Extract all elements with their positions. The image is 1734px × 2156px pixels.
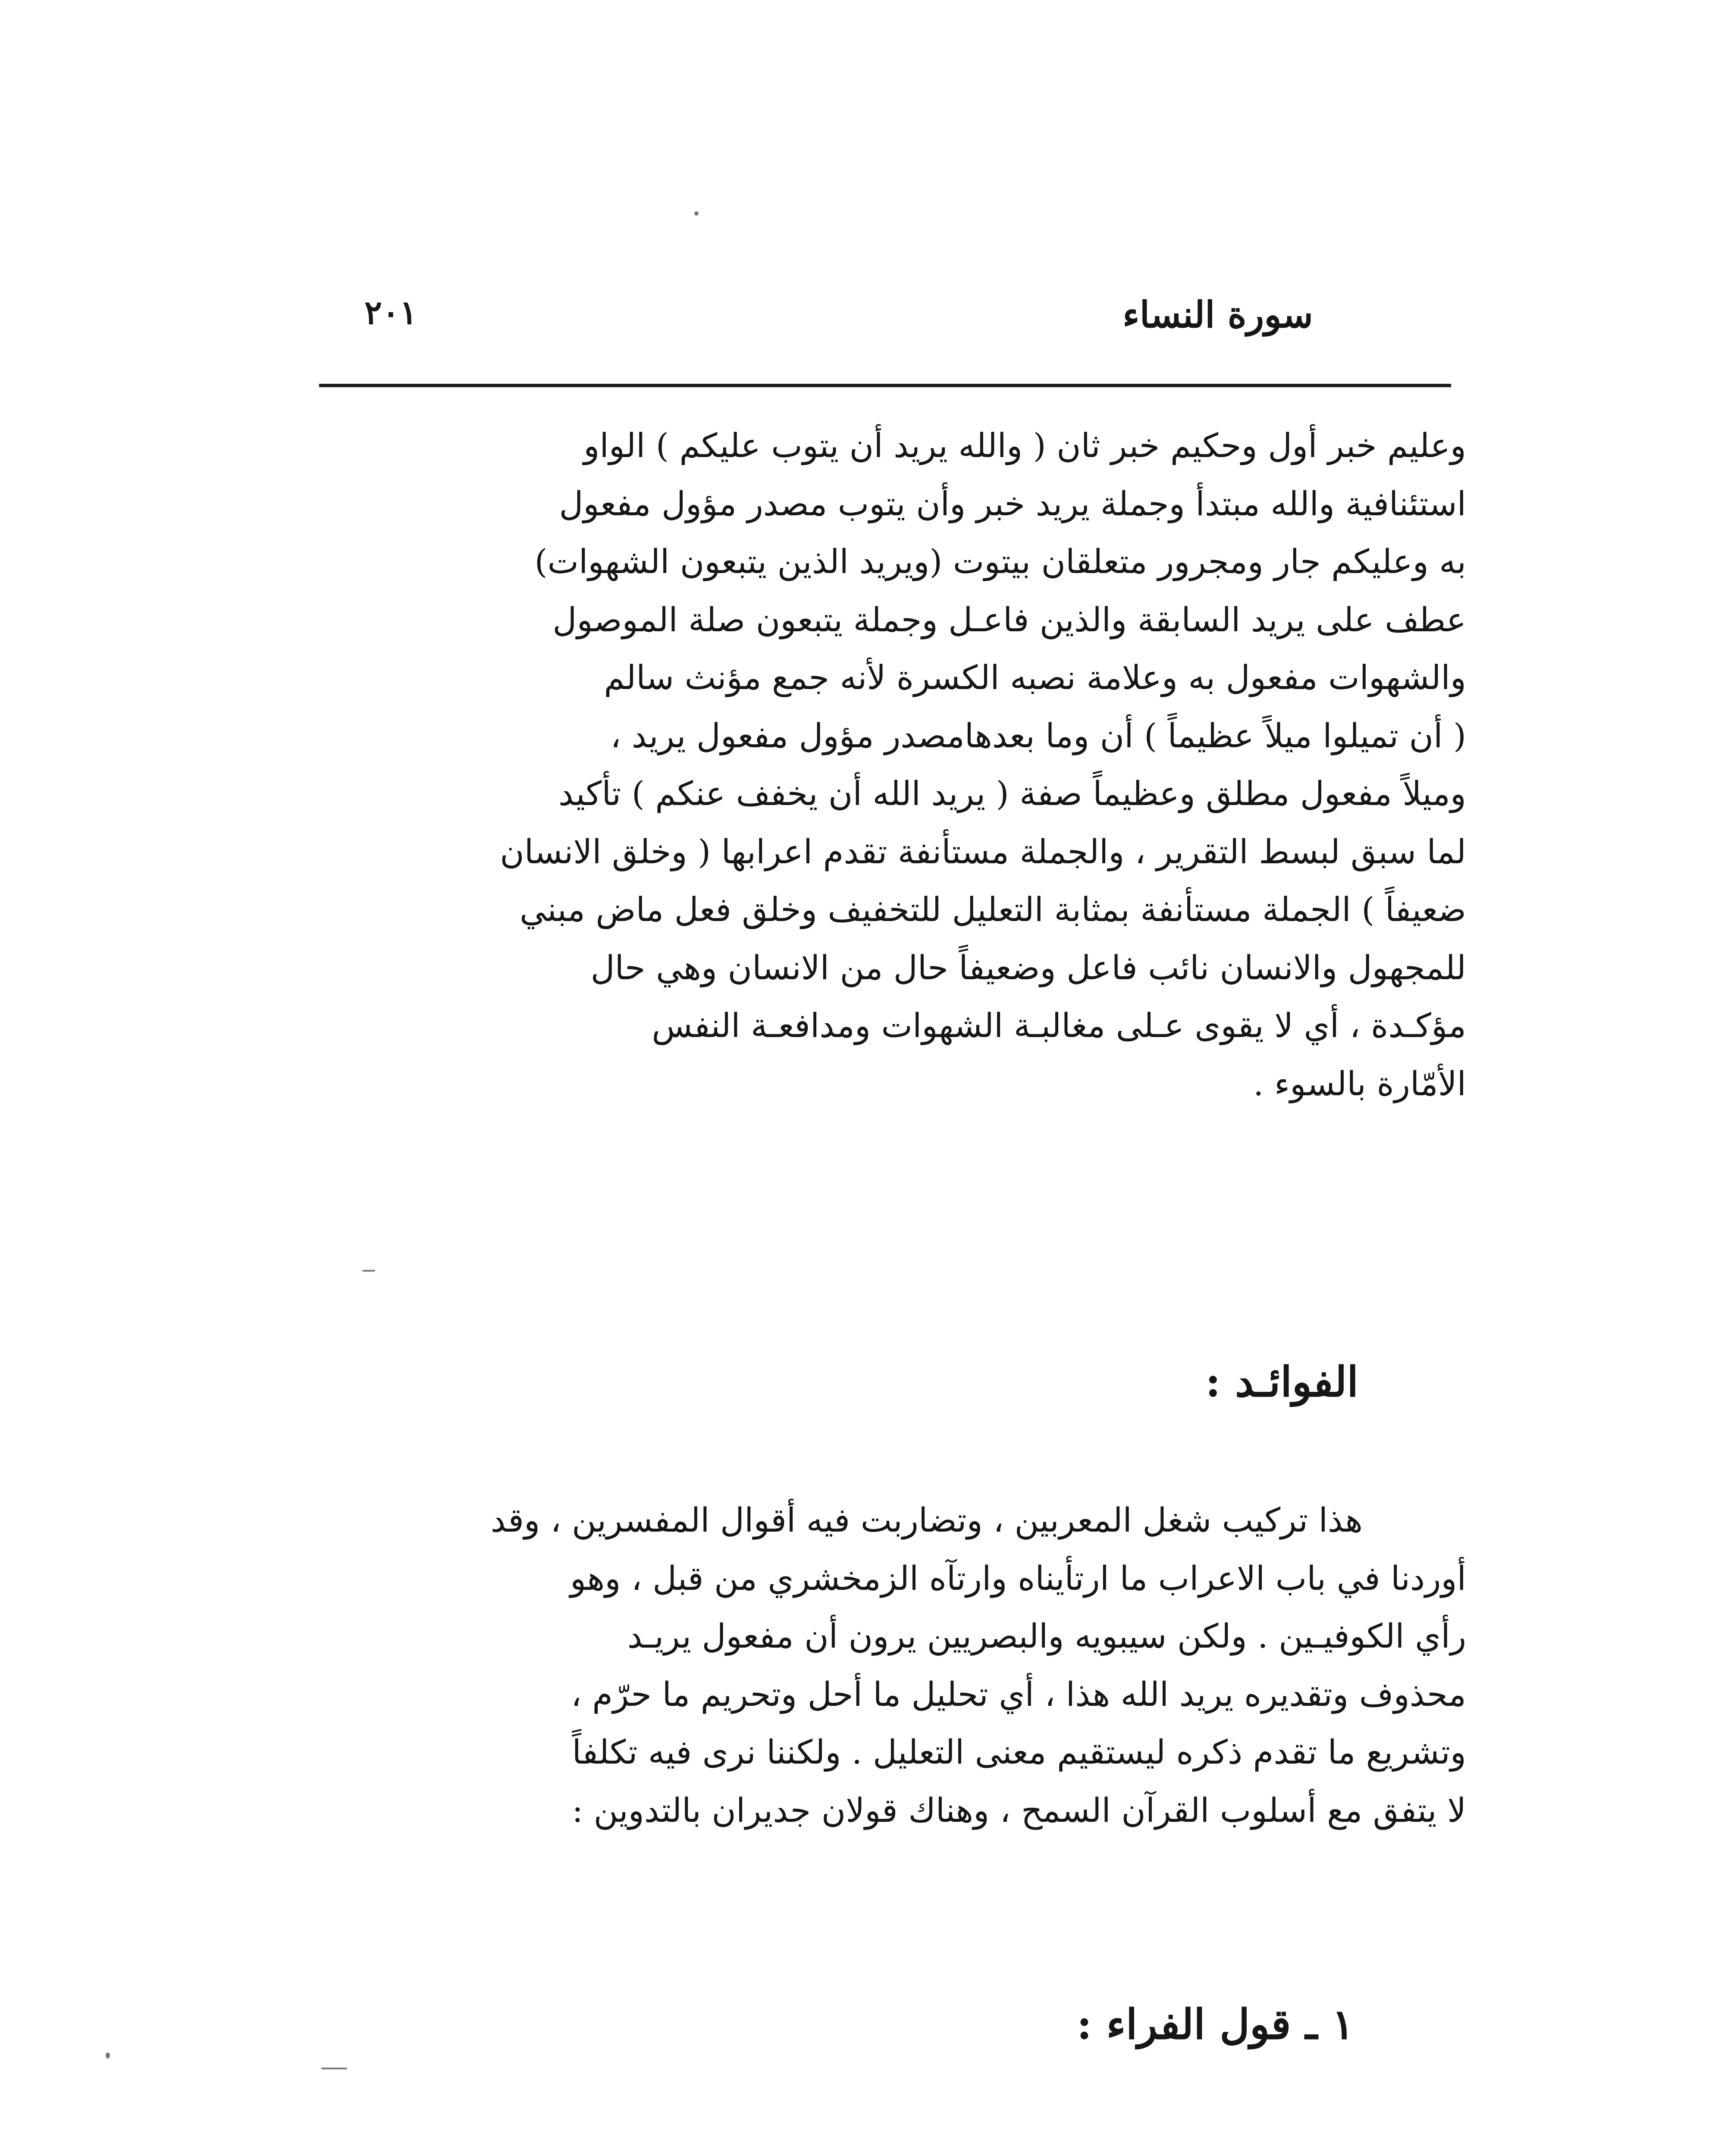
text-line: مؤكـدة ، أي لا يقوى عـلى مغالبـة الشهوات ومدافعـة النفس	[652, 1007, 1466, 1045]
text-line: الأمّارة بالسوء .	[1253, 1065, 1466, 1103]
text-line: هذا تركيب شغل المعربين ، وتضاربت فيه أقوال المفسرين ، وقد	[490, 1501, 1363, 1540]
text-line: وميلاً مفعول مطلق وعظيماً صفة ( يريد الله أن يخفف عنكم ) تأكيد	[558, 775, 1466, 813]
header-rule	[319, 384, 1451, 387]
text-line: ( أن تميلوا ميلاً عظيماً ) أن وما بعدهامصدر مؤول مفعول يريد ،	[610, 717, 1466, 755]
text-line: به وعليكم جار ومجرور متعلقان بيتوت (ويريد الذين يتبعون الشهوات)	[534, 543, 1466, 581]
paragraph-grammar	[302, 417, 1466, 1113]
heading-fawaid: الفوائـد :	[1205, 1357, 1358, 1406]
text-line: لما سبق لبسط التقرير ، والجملة مستأنفة تقدم اعرابها ( وخلق الانسان	[500, 833, 1466, 871]
paragraph-fawaid	[302, 1492, 1466, 1840]
text-line: ضعيفاً ) الجملة مستأنفة بمثابة التعليل للتخفيف وخلق فعل ماض مبني	[520, 891, 1466, 929]
text-line: للمجهول والانسان نائب فاعل وضعيفاً حال من الانسان وهي حال	[590, 949, 1466, 987]
text-line	[293, 2152, 1363, 2156]
text-line: لا يتفق مع أسلوب القرآن السمح ، وهناك قولان جديران بالتدوين :	[572, 1791, 1466, 1830]
page-header	[321, 285, 1451, 341]
paragraph-farra	[293, 2152, 1363, 2156]
text-line: استئنافية والله مبتدأ وجملة يريد خبر وأن يتوب مصدر مؤول مفعول	[559, 485, 1466, 523]
text-line: رأي الكوفيـين . ولكن سيبويه والبصريين يرون أن مفعول يريـد	[627, 1617, 1466, 1656]
surah-title: سورة النساء	[1123, 293, 1313, 336]
text-line: وعليم خبر أول وحكيم خبر ثان ( والله يريد أن يتوب عليكم ) الواو	[583, 427, 1466, 465]
scan-speck	[362, 1270, 375, 1272]
text-line: عطف على يريد السابقة والذين فاعـل وجملة يتبعون صلة الموصول	[552, 601, 1466, 639]
text-line: أوردنا في باب الاعراب ما ارتأيناه وارتآه الزمخشري من قبل ، وهو	[570, 1559, 1466, 1598]
scan-speck	[321, 2068, 347, 2069]
page-number: ٢٠١	[364, 293, 417, 332]
heading-farra: ١ ـ قول الفراء :	[1076, 2000, 1354, 2049]
scan-speck	[106, 2053, 110, 2059]
text-line: والشهوات مفعول به وعلامة نصبه الكسرة لأنه جمع مؤنث سالم	[604, 659, 1466, 697]
text-line: وتشريع ما تقدم ذكره ليستقيم معنى التعليل . ولكننا نرى فيه تكلفاً	[572, 1733, 1466, 1772]
scan-speck	[694, 211, 699, 216]
text-line: محذوف وتقديره يريد الله هذا ، أي تحليل ما أحل وتحريم ما حرّم ،	[571, 1675, 1466, 1714]
